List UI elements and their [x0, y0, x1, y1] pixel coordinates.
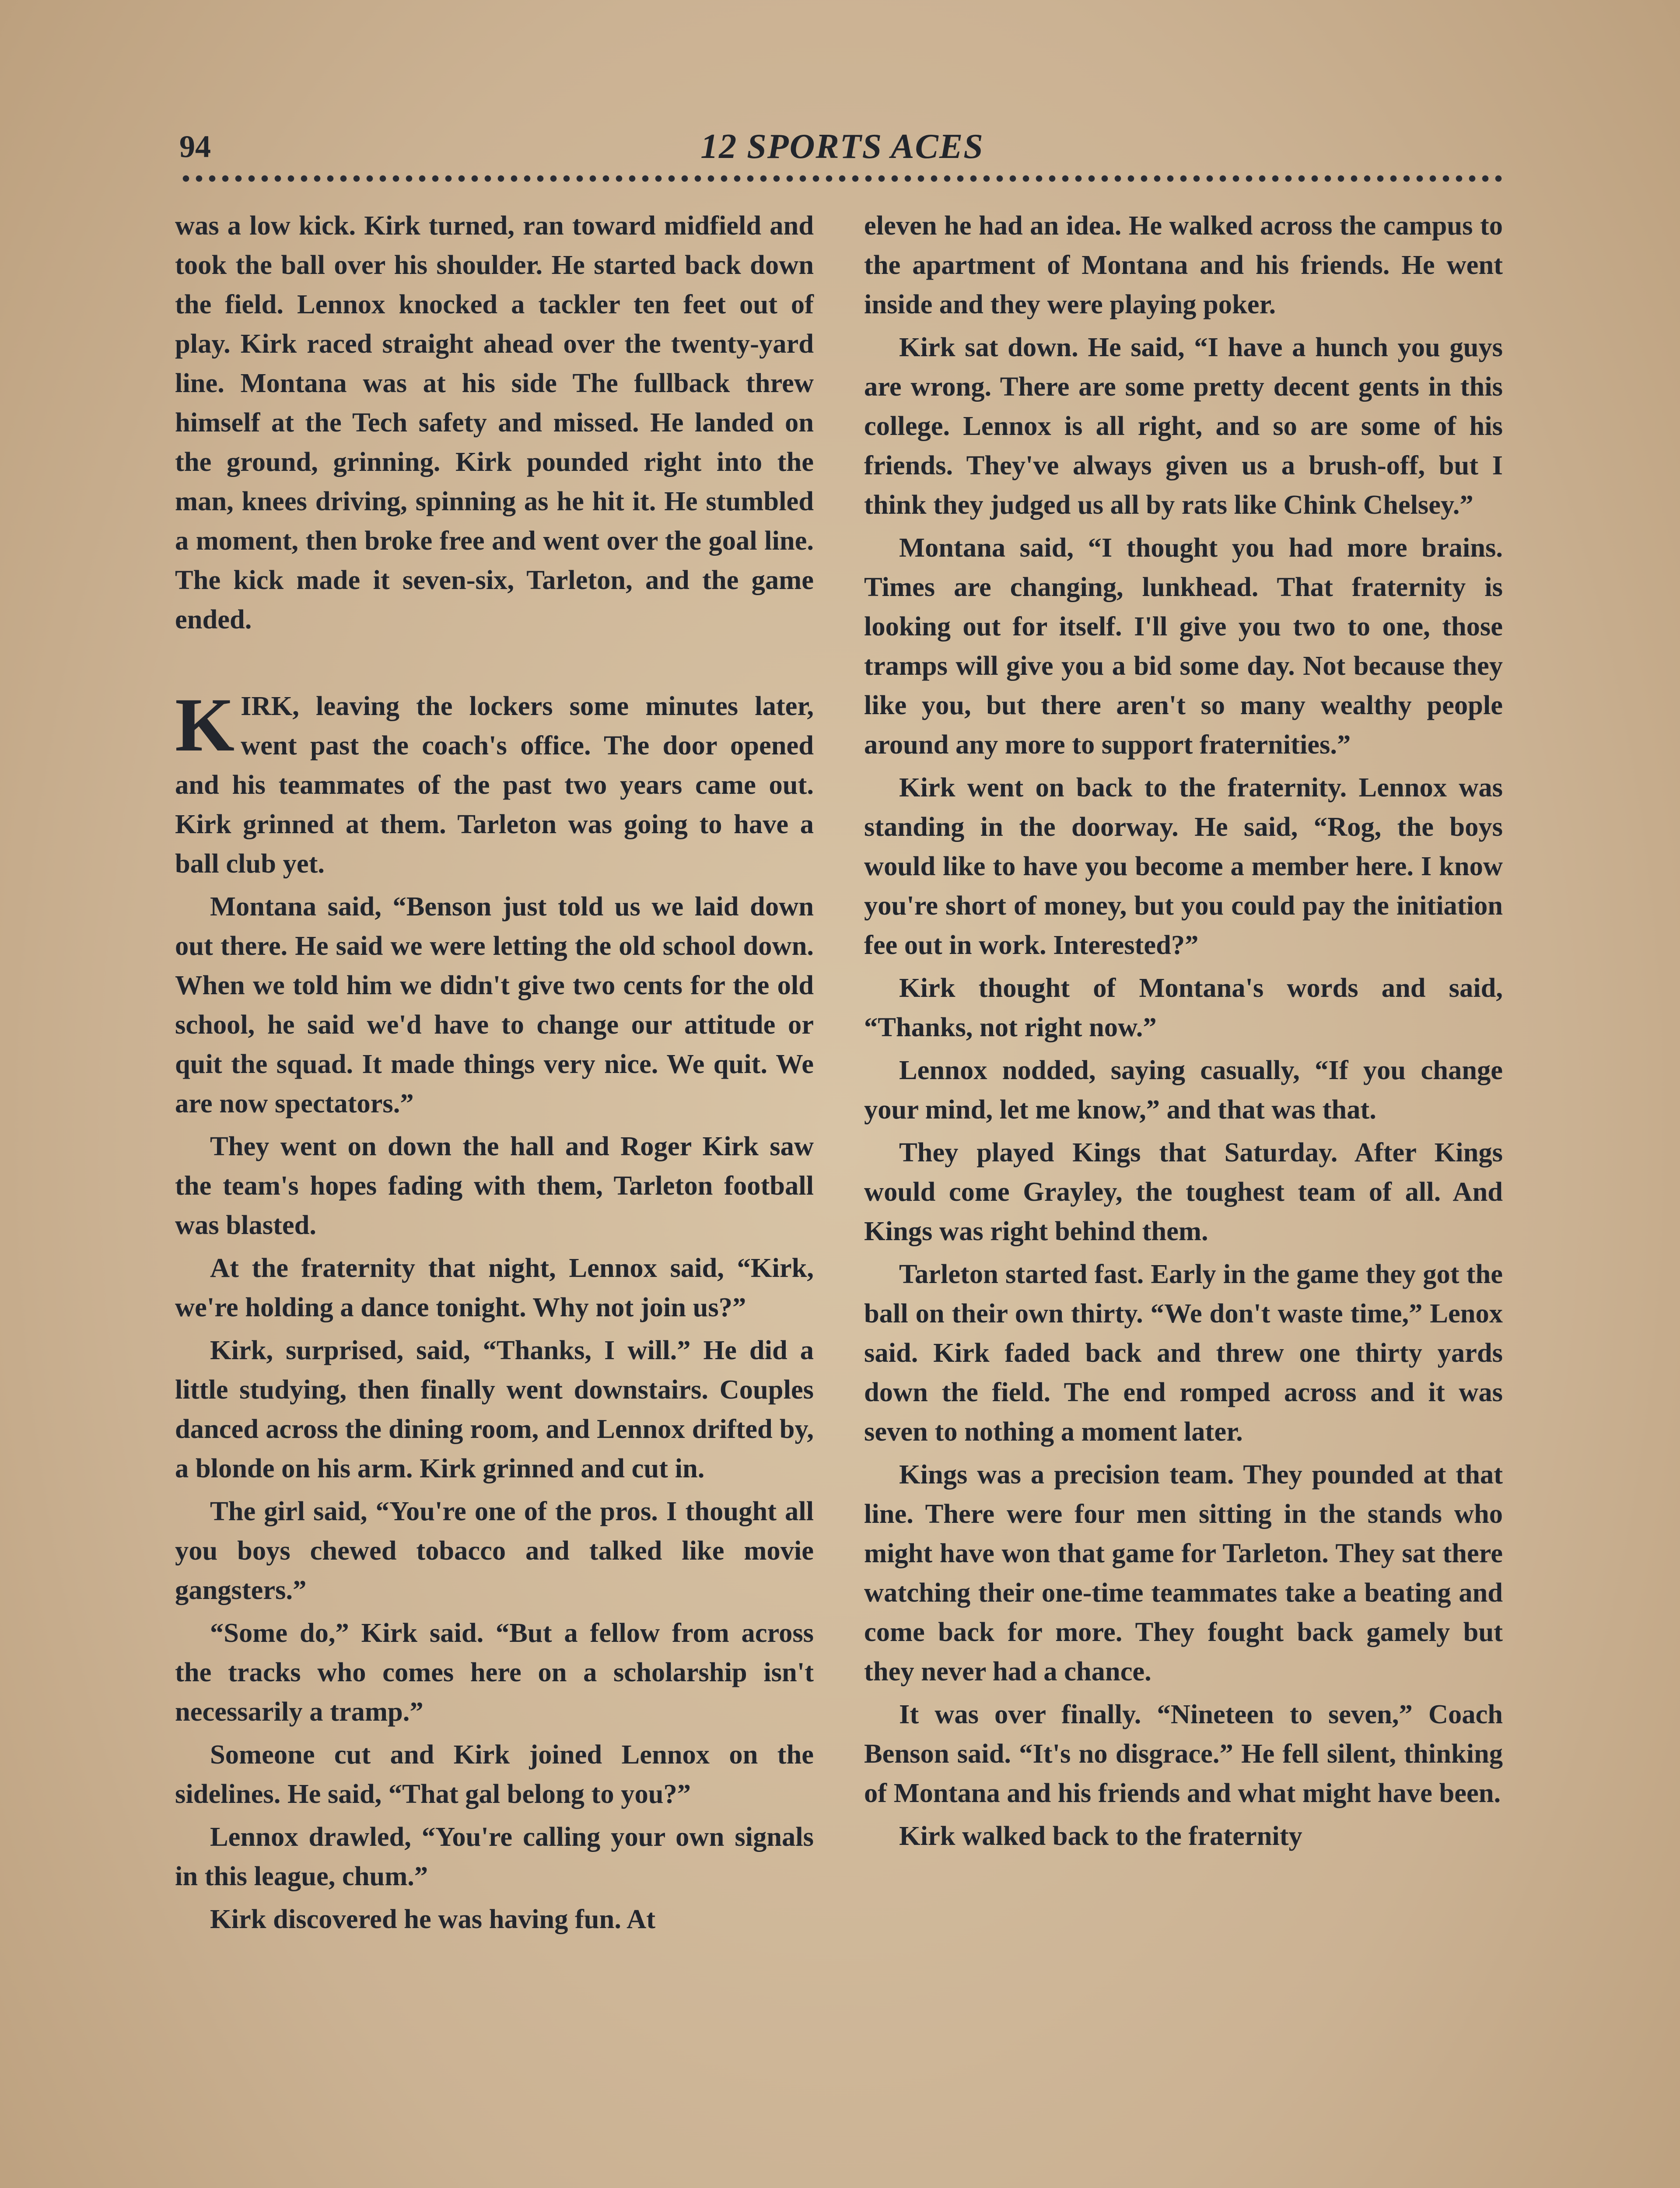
- header-dotted-rule: [179, 175, 1505, 182]
- paragraph: At the fraternity that night, Lennox said, “Kirk, we're holding a dance tonight. Why not join us?”: [175, 1252, 814, 1322]
- page-number: 94: [179, 129, 211, 164]
- section-start-paragraph: [175, 682, 814, 883]
- paragraph: It was over finally. “Nineteen to seven,” Coach Benson said. “It's no disgrace.” He fell silent, thinking of Montana and his friends and what might have been.: [864, 1699, 1503, 1808]
- paragraph: Kirk sat down. He said, “I have a hunch you guys are wrong. There are some pretty decent gents in this college. Lennox is all right, and so are some of his friends. They've always given us a brush-off, but I think they judged us all by rats like Chink Chelsey.”: [864, 332, 1503, 520]
- paragraph: Kirk, surprised, said, “Thanks, I will.” He did a little studying, then finally went downstairs. Couples danced across the dining room, and Lennox drifted by, a blonde on his arm. Kirk grinned and cut in.: [175, 1335, 814, 1483]
- paragraph: Montana said, “I thought you had more brains. Times are changing, lunkhead. That fraternity is looking out for itself. I'll give you two to one, those tramps will give you a bid some day. Not because they like you, but there aren't so many wealthy people around any more to support fraternities.”: [864, 532, 1503, 760]
- drop-cap: K: [175, 682, 235, 767]
- paragraph: Lennox nodded, saying casually, “If you change your mind, let me know,” and that was that.: [864, 1055, 1503, 1125]
- paragraph: Kirk walked back to the fraternity: [899, 1820, 1302, 1851]
- paragraph: “Some do,” Kirk said. “But a fellow from across the tracks who comes here on a scholarship isn't necessarily a tramp.”: [175, 1617, 814, 1727]
- paragraph-text: IRK, leaving the lockers some minutes later, went past the coach's office. The door opened and his teammates of the past two years came out. Kirk grinned at them. Tarleton was going to have a ball club yet.: [175, 691, 814, 879]
- paragraph: Lennox drawled, “You're calling your own signals in this league, chum.”: [175, 1821, 814, 1891]
- paragraph: Kirk thought of Montana's words and said, “Thanks, not right now.”: [864, 972, 1503, 1042]
- paragraph: They played Kings that Saturday. After Kings would come Grayley, the toughest team of all. And Kings was right behind them.: [864, 1137, 1503, 1246]
- paragraph: Kings was a precision team. They pounded at that line. There were four men sitting in the stands who might have won that game for Tarleton. They sat there watching their one-time teammates take a beating and come back for more. They fought back gamely but they never had a chance.: [864, 1459, 1503, 1687]
- paragraph: Kirk discovered he was having fun. At: [210, 1904, 656, 1934]
- paragraph: Montana said, “Benson just told us we laid down out there. He said we were letting the old school down. When we told him we didn't give two cents for the old school, he said we'd have to change our attitude or quit the squad. It made things very nice. We quit. We are now spectators.”: [175, 891, 814, 1119]
- paragraph: They went on down the hall and Roger Kirk saw the team's hopes fading with them, Tarleton football was blasted.: [175, 1131, 814, 1240]
- page-header: [179, 123, 1505, 171]
- right-column: [864, 206, 1503, 1859]
- paragraph: eleven he had an idea. He walked across the campus to the apartment of Montana and his friends. He went inside and they were playing poker.: [864, 210, 1503, 319]
- paragraph: Kirk went on back to the fraternity. Lennox was standing in the doorway. He said, “Rog, the boys would like to have you become a member here. I know you're short of money, but you could pay the initiation fee out in work. Interested?”: [864, 772, 1503, 960]
- running-title: 12 SPORTS ACES: [700, 127, 984, 166]
- paragraph: Someone cut and Kirk joined Lennox on the sidelines. He said, “That gal belong to you?”: [175, 1739, 814, 1809]
- left-column: [175, 206, 814, 1942]
- paragraph: was a low kick. Kirk turned, ran toward midfield and took the ball over his shoulder. He started back down the field. Lennox knocked a tackler ten feet out of play. Kirk raced straight ahead over the twenty-yard line. Montana was at his side The fullback threw himself at the Tech safety and missed. He landed on the ground, grinning. Kirk pounded right into the man, knees driving, spinning as he hit it. He stumbled a moment, then broke free and went over the goal line. The kick made it seven-six, Tarleton, and the game ended.: [175, 210, 814, 635]
- paragraph: The girl said, “You're one of the pros. I thought all you boys chewed tobacco and talked like movie gangsters.”: [175, 1496, 814, 1605]
- paragraph: Tarleton started fast. Early in the game they got the ball on their own thirty. “We don't waste time,” Lenox said. Kirk faded back and threw one thirty yards down the field. The end romped across and it was seven to nothing a moment later.: [864, 1259, 1503, 1447]
